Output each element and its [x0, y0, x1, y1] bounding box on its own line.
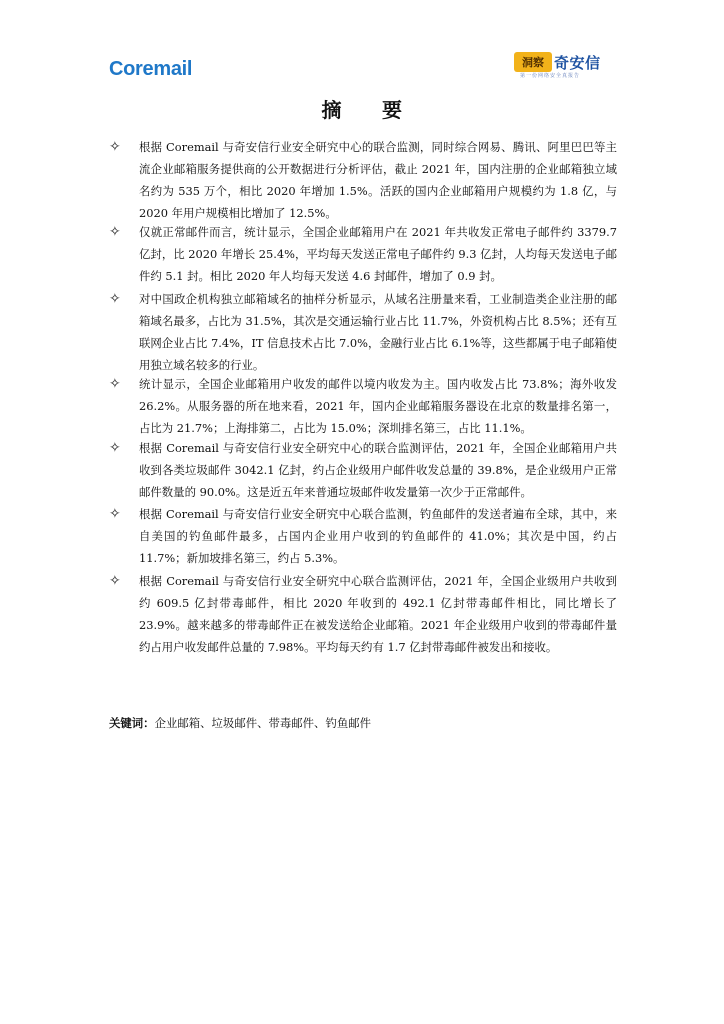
summary-item-3: [109, 288, 617, 376]
keywords: [109, 713, 371, 733]
qianxin-logo: [514, 50, 610, 80]
keywords-value: 企业邮箱、垃圾邮件、带毒邮件、钓鱼邮件: [154, 716, 372, 730]
summary-item-4: [109, 373, 617, 439]
summary-item-1: [109, 136, 617, 224]
summary-item-2: [109, 221, 617, 287]
summary-text-5: 根据 Coremail 与奇安信行业安全研究中心的联合监测评估，2021 年，全国企业邮箱用户共收到各类垃圾邮件 3042.1 亿封，约占企业级用户邮件收发总量的 39.8%，是企业级用户正常邮件数量的 90.0%。这是近五年来普通垃圾邮件收发量第一次少于正常邮件。: [139, 441, 617, 499]
qianxin-name: 奇安信: [554, 54, 601, 72]
summary-text-4: 统计显示，全国企业邮箱用户收发的邮件以境内收发为主。国内收发占比 73.8%；海外收发 26.2%。从服务器的所在地来看，2021 年，国内企业邮箱服务器设在北京的数量排名第一，占比为 21.7%；上海排第二，占比为 15.0%；深圳排名第三，占比 11.1%。: [139, 377, 617, 435]
summary-item-6: [109, 503, 617, 569]
qianxin-slogan: 第一份网络安全真报告: [520, 73, 581, 79]
coremail-logo: Coremail: [109, 58, 193, 80]
qianxin-badge-text: 洞察: [522, 56, 544, 69]
summary-text-1: 根据 Coremail 与奇安信行业安全研究中心的联合监测，同时综合网易、腾讯、阿里巴巴等主流企业邮箱服务提供商的公开数据进行分析评估，截止 2021 年，国内注册的企业邮箱独立域名约为 535 万个，相比 2020 年增加 1.5%。活跃的国内企业邮箱用户规模约为 1.8 亿，与 2020 年用户规模相比增加了 12.5%。: [139, 140, 617, 220]
summary-text-6: 根据 Coremail 与奇安信行业安全研究中心联合监测，钓鱼邮件的发送者遍布全球，其中，来自美国的钓鱼邮件最多，占国内企业用户收到的钓鱼邮件的 41.0%；其次是中国，约占 11.7%；新加坡排名第三，约占 5.3%。: [139, 507, 617, 565]
page-title: [0, 94, 724, 123]
bullet-icon: ✧: [109, 291, 121, 307]
summary-text-2: 仅就正常邮件而言，统计显示，全国企业邮箱用户在 2021 年共收发正常电子邮件约 3379.7 亿封，比 2020 年增长 25.4%，平均每天发送正常电子邮件约 9.3 亿封，人均每天发送电子邮件约 5.1 封。相比 2020 年人均每天发送 4.6 封邮件，增加了 0.9 封。: [139, 225, 617, 283]
bullet-icon: ✧: [109, 506, 121, 522]
bullet-icon: ✧: [109, 440, 121, 456]
summary-item-7: [109, 570, 617, 658]
keywords-label: 关键词：: [109, 716, 155, 730]
bullet-icon: ✧: [109, 139, 121, 155]
title-char-2: 要: [382, 98, 403, 122]
summary-item-5: [109, 437, 617, 503]
bullet-icon: ✧: [109, 376, 121, 392]
summary-text-7: 根据 Coremail 与奇安信行业安全研究中心联合监测评估，2021 年，全国企业级用户共收到约 609.5 亿封带毒邮件，相比 2020 年收到的 492.1 亿封带毒邮件相比，同比增长了 23.9%。越来越多的带毒邮件正在被发送给企业邮箱。2021 年企业级用户收到的带毒邮件量约占用户收发邮件总量的 7.98%。平均每天约有 1.7 亿封带毒邮件被发出和接收。: [139, 574, 617, 654]
summary-text-3: 对中国政企机构独立邮箱域名的抽样分析显示，从域名注册量来看，工业制造类企业注册的邮箱域名最多，占比为 31.5%，其次是交通运输行业占比 11.7%，外资机构占比 8.5%；还有互联网企业占比 7.4%，IT 信息技术占比 7.0%，金融行业占比 6.1%等，这些都属于电子邮箱使用独立域名较多的行业。: [139, 292, 617, 372]
bullet-icon: ✧: [109, 224, 121, 240]
title-char-1: 摘: [321, 98, 342, 122]
bullet-icon: ✧: [109, 573, 121, 589]
qianxin-badge-icon: [514, 52, 552, 72]
